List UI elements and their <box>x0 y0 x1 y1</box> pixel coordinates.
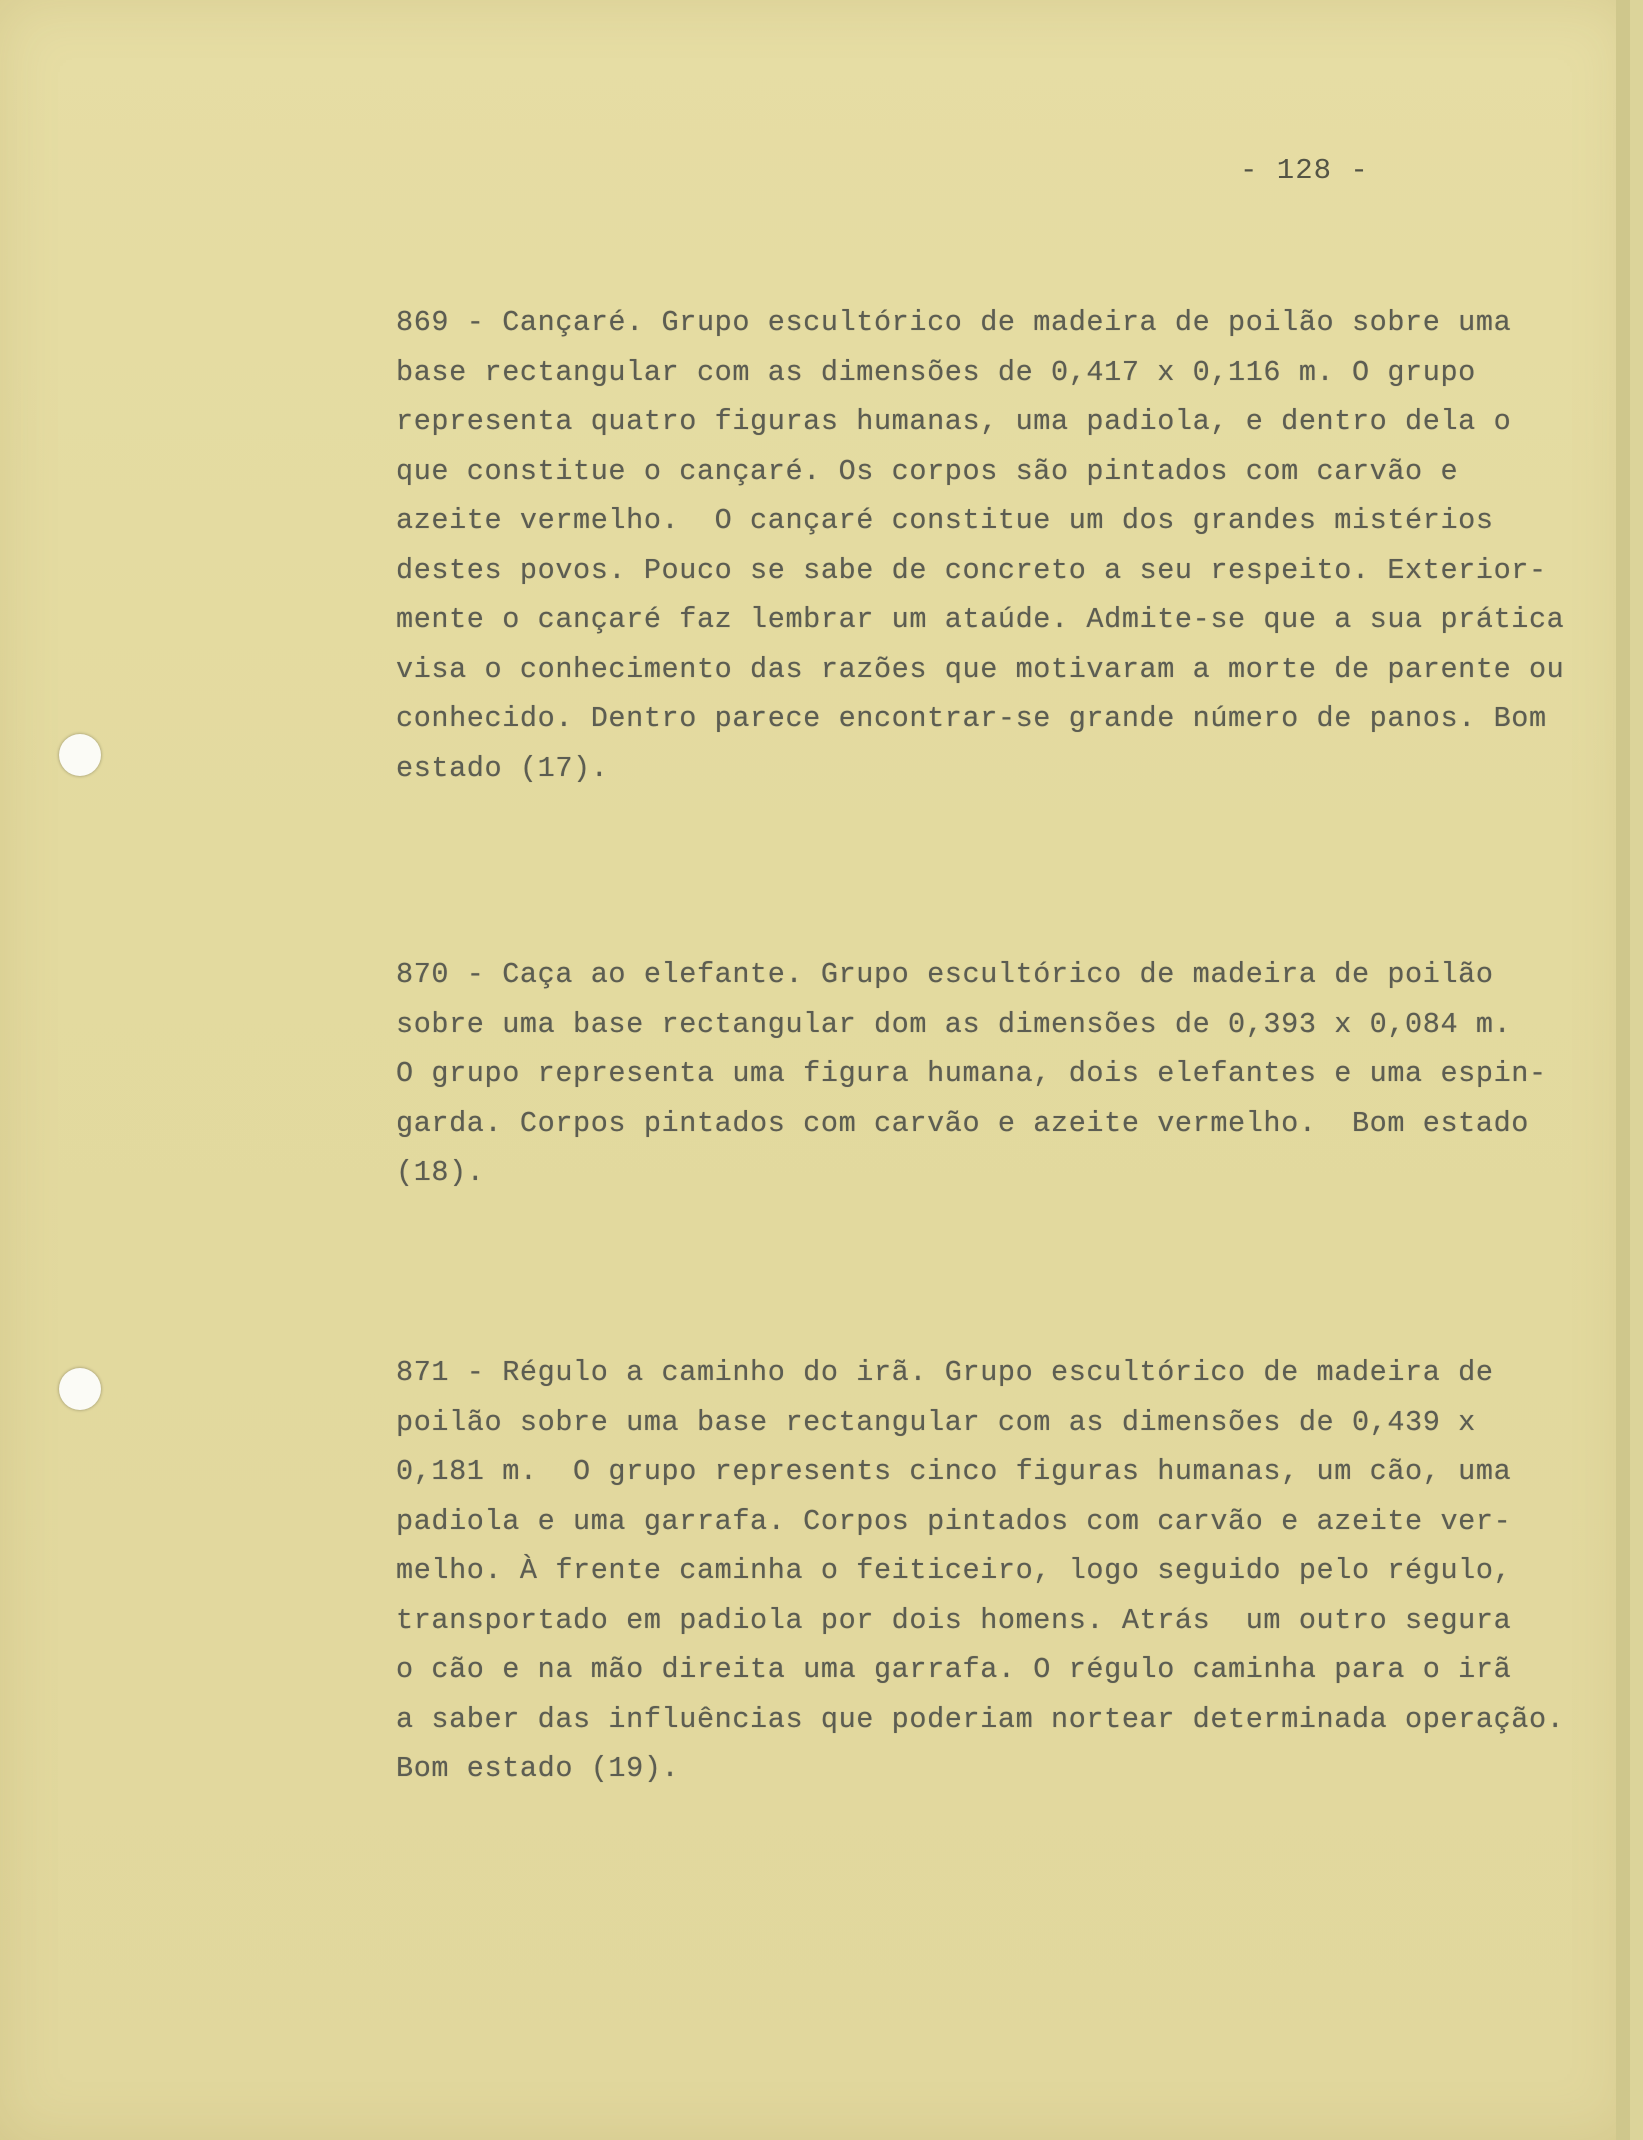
entry-line: que constitue o cançaré. Os corpos são pintados com carvão e <box>396 454 1459 488</box>
entry-line: base rectangular com as dimensões de 0,417 x 0,116 m. O grupo <box>396 355 1476 389</box>
entry-line: o cão e na mão direita uma garrafa. O régulo caminha para o irã <box>396 1653 1512 1686</box>
catalog-entry-870 <box>396 950 1606 1198</box>
entry-line: poilão sobre uma base rectangular com as dimensões de 0,439 x <box>396 1405 1476 1439</box>
entry-line: melho. À frente caminha o feiticeiro, logo seguido pelo régulo, <box>396 1554 1512 1587</box>
entry-line: visa o conhecimento das razões que motivaram a morte de parente ou <box>396 652 1565 686</box>
entry-line: azeite vermelho. O cançaré constitue um dos grandes mistérios <box>396 504 1494 537</box>
entry-line: a saber das influências que poderiam nortear determinada operação. <box>396 1702 1565 1736</box>
entry-line: transportado em padiola por dois homens. Atrás um outro segura <box>396 1603 1512 1637</box>
entry-line: padiola e uma garrafa. Corpos pintados com carvão e azeite ver- <box>396 1504 1512 1538</box>
entry-line: 0,181 m. O grupo represents cinco figuras humanas, um cão, uma <box>396 1455 1512 1488</box>
punch-hole-bottom <box>59 1368 101 1410</box>
entry-line: 869 - Cançaré. Grupo escultórico de madeira de poilão sobre uma <box>396 306 1512 339</box>
entry-line: sobre uma base rectangular dom as dimensões de 0,393 x 0,084 m. <box>396 1007 1512 1041</box>
page-number: - 128 - <box>1240 154 1369 187</box>
catalog-entry-869 <box>396 298 1606 793</box>
entry-line: 871 - Régulo a caminho do irã. Grupo escultórico de madeira de <box>396 1356 1494 1389</box>
punch-hole-top <box>59 734 101 776</box>
catalog-entry-871 <box>396 1348 1606 1794</box>
entry-line: O grupo representa uma figura humana, dois elefantes e uma espin- <box>396 1057 1547 1090</box>
entry-line: estado (17). <box>396 751 609 785</box>
entry-line: garda. Corpos pintados com carvão e azeite vermelho. Bom estado <box>396 1106 1529 1140</box>
entry-line: mente o cançaré faz lembrar um ataúde. Admite-se que a sua prática <box>396 603 1565 636</box>
page-edge <box>1616 0 1630 2140</box>
entry-line: representa quatro figuras humanas, uma padiola, e dentro dela o <box>396 405 1512 438</box>
entry-line: (18). <box>396 1156 485 1189</box>
entry-line: 870 - Caça ao elefante. Grupo escultórico de madeira de poilão <box>396 958 1494 991</box>
entry-line: Bom estado (19). <box>396 1752 680 1785</box>
entry-line: conhecido. Dentro parece encontrar-se grande número de panos. Bom <box>396 702 1547 735</box>
entry-line: destes povos. Pouco se sabe de concreto a seu respeito. Exterior- <box>396 553 1547 587</box>
